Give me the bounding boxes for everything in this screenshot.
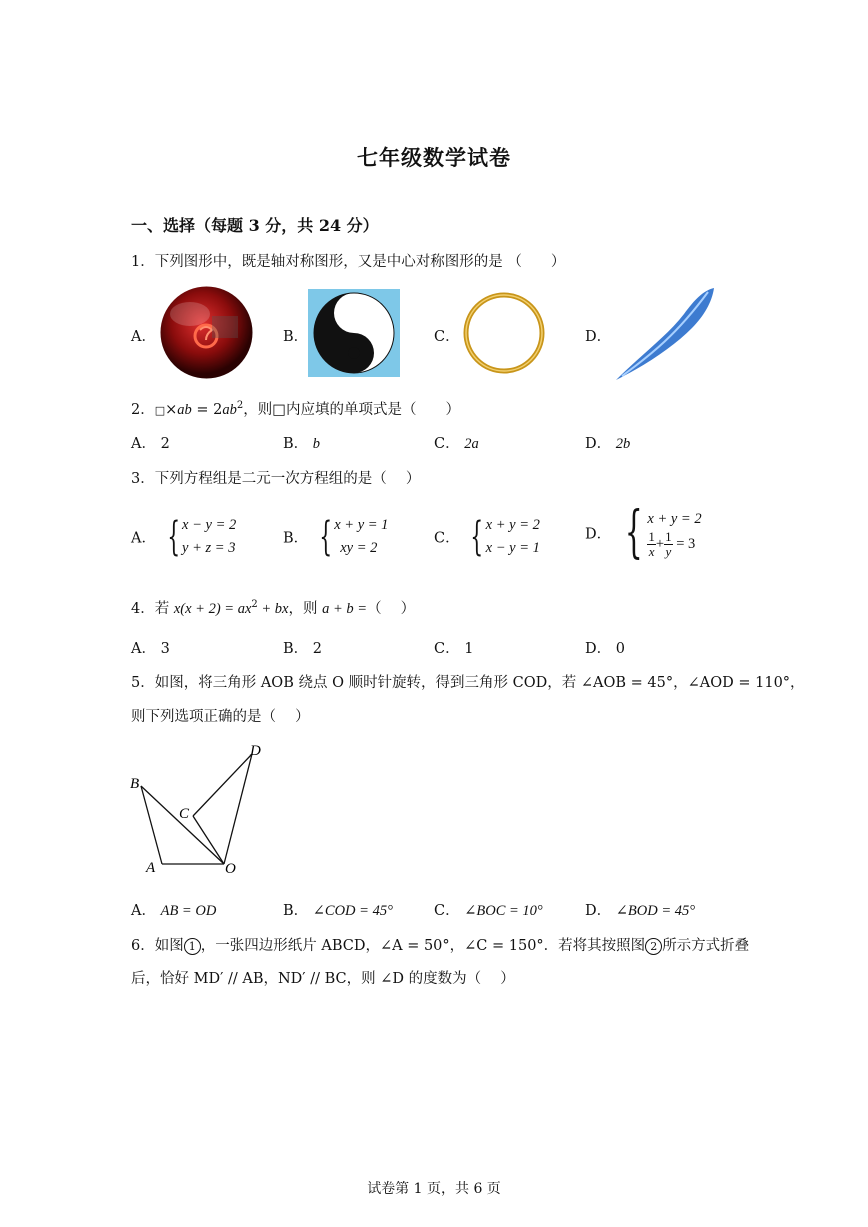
q5-option-c: C． ∠BOC = 10° bbox=[434, 903, 543, 919]
question-6-line-2: 后，恰好 MD′ // AB，ND′ // BC，则 ∠D 的度数为（ ） bbox=[131, 971, 515, 987]
page-title: 七年级数学试卷 bbox=[357, 145, 511, 170]
q4-option-d: D． 0 bbox=[585, 641, 625, 657]
q3-option-d: D． { x + y = 2 $\frac{1}{x}$ + $\frac{1}{y}$ = 3 bbox=[585, 500, 702, 565]
q1-option-b-image bbox=[308, 289, 400, 381]
fig-label-c: C bbox=[179, 806, 190, 822]
q2-option-b: B． b bbox=[283, 436, 321, 452]
question-6-line-1: 6．如图 1 ，一张四边形纸片 ABCD，∠A = 50°，∠C = 150°．若将其按照图 2 所示方式折叠 bbox=[131, 938, 750, 954]
q1-option-d-image bbox=[612, 284, 718, 386]
fig-label-d: D bbox=[250, 743, 261, 759]
q5-option-a: A． AB = OD bbox=[131, 903, 217, 919]
q1-option-a-image bbox=[160, 286, 253, 383]
question-2-text: 2．□×ab = $2ab^2$，则□内应填的单项式是（ ） bbox=[131, 400, 460, 418]
q5-option-d: D． ∠BOD = 45° bbox=[585, 903, 696, 919]
q2-option-a: A． 2 bbox=[131, 436, 170, 452]
q1-option-b-label: B． bbox=[283, 329, 309, 345]
q3-option-a: A． { x − y = 2 y + z = 3 bbox=[131, 514, 237, 560]
fig-label-b: B bbox=[130, 776, 140, 792]
question-4-text: 4．若 $x(x + 2) = ax^2$ + bx，则 a + b =（ ） bbox=[131, 599, 416, 617]
q3-option-c: C． { x + y = 2 x − y = 1 bbox=[434, 514, 540, 560]
question-1-text: 1．下列图形中，既是轴对称图形，又是中心对称图形的是 （ ） bbox=[131, 254, 566, 270]
q5-figure bbox=[126, 738, 276, 887]
q4-option-a: A． 3 bbox=[131, 641, 170, 657]
q1-option-c-label: C． bbox=[434, 329, 460, 345]
figure-ref-2: 2 bbox=[645, 938, 662, 955]
q4-option-c: C． 1 bbox=[434, 641, 474, 657]
section-heading: 一、选择（每题 3 分，共 24 分） bbox=[131, 216, 379, 235]
q1-option-d-label: D． bbox=[585, 329, 612, 345]
fig-label-a: A bbox=[146, 860, 156, 876]
figure-ref-1: 1 bbox=[184, 938, 201, 955]
q3-option-b: B． { x + y = 1 xy = 2 bbox=[283, 514, 389, 560]
question-5-line-1: 5．如图，将三角形 AOB 绕点 O 顺时针旋转，得到三角形 COD，若 ∠AOB = 45°，∠AOD = 110°， bbox=[131, 675, 805, 691]
q5-option-b: B． ∠COD = 45° bbox=[283, 903, 393, 919]
q2-option-d: D． 2b bbox=[585, 436, 631, 452]
q4-option-b: B． 2 bbox=[283, 641, 322, 657]
q2-option-c: C． 2a bbox=[434, 436, 479, 452]
q1-option-c-image bbox=[462, 291, 546, 379]
question-5-line-2: 则下列选项正确的是（ ） bbox=[131, 709, 310, 725]
fig-label-o: O bbox=[225, 861, 236, 877]
q1-option-a-label: A． bbox=[131, 329, 156, 345]
page-footer: 试卷第 1 页，共 6 页 bbox=[367, 1181, 501, 1197]
question-3-text: 3．下列方程组是二元一次方程组的是（ ） bbox=[131, 471, 421, 487]
